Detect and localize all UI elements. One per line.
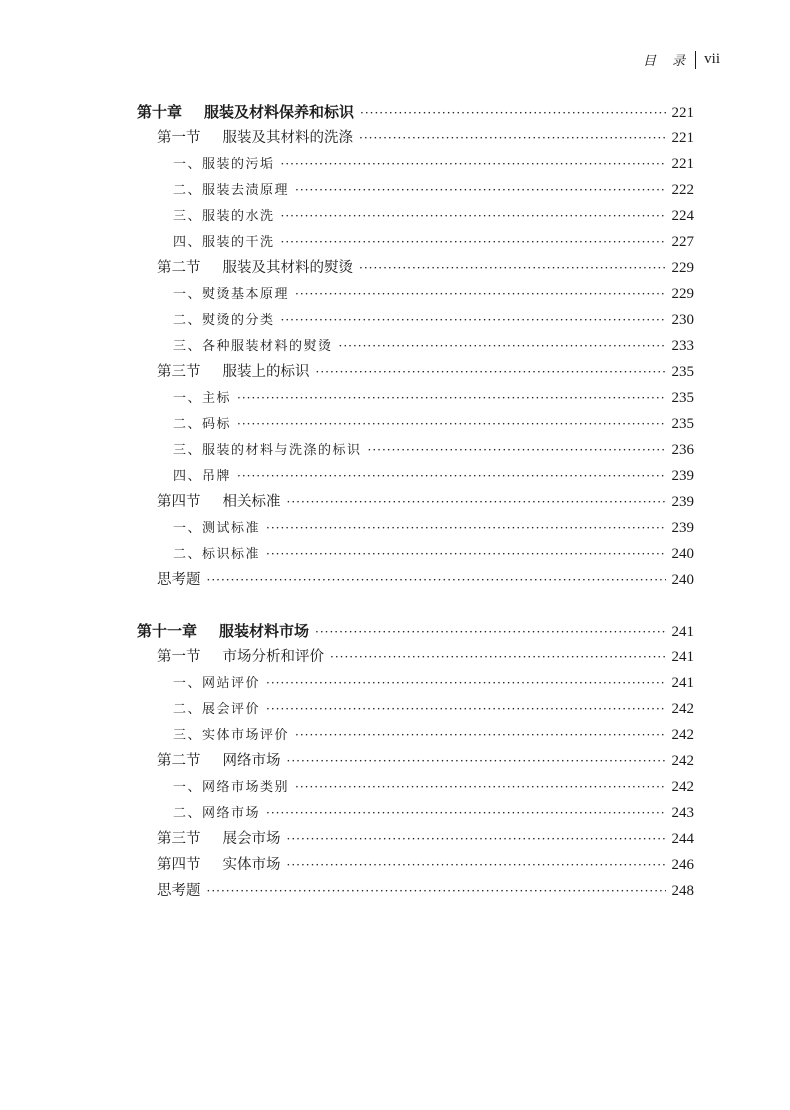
leader-dots	[237, 463, 665, 489]
header-divider	[695, 51, 696, 69]
toc-review-questions[interactable]	[137, 878, 694, 904]
toc-item-text: 一、网站评价	[173, 676, 261, 691]
toc-section-page-number: 246	[671, 857, 694, 873]
leader-dots	[316, 359, 666, 385]
leader-dots	[330, 644, 666, 670]
toc-section-text: 第一节	[157, 130, 201, 146]
toc-item[interactable]	[137, 800, 694, 826]
toc-item[interactable]	[137, 229, 694, 255]
toc-item-text: 一、网络市场类别	[173, 780, 290, 795]
toc-item-label	[137, 516, 260, 542]
leader-dots	[207, 567, 666, 593]
toc-section-text: 服装及其材料的洗涤	[222, 130, 353, 146]
chapter-block	[137, 618, 694, 904]
toc-item-text: 一、主标	[173, 391, 232, 406]
toc-section-label	[137, 359, 310, 385]
chapter-block	[137, 99, 694, 593]
toc-item[interactable]	[137, 437, 694, 463]
toc-item[interactable]	[137, 203, 694, 229]
toc-item-page-number: 242	[671, 701, 694, 717]
leader-dots	[281, 151, 666, 177]
toc-section[interactable]	[137, 489, 694, 515]
leader-dots	[360, 100, 665, 126]
toc-section-page-number: 221	[671, 130, 694, 146]
toc-chapter-label	[137, 618, 309, 644]
toc-item[interactable]	[137, 670, 694, 696]
leader-dots	[237, 411, 665, 437]
toc-item-page-number: 227	[671, 234, 694, 250]
toc-item-page-number: 230	[671, 312, 694, 328]
leader-dots	[266, 541, 665, 567]
toc-item[interactable]	[137, 151, 694, 177]
leader-dots	[281, 203, 666, 229]
leader-dots	[368, 437, 666, 463]
toc-item[interactable]	[137, 385, 694, 411]
toc-item[interactable]	[137, 463, 694, 489]
toc-item-page-number: 241	[671, 675, 694, 691]
toc-item[interactable]	[137, 177, 694, 203]
toc-section-text: 第四节	[157, 857, 201, 873]
leader-dots	[295, 722, 665, 748]
leader-dots	[266, 696, 665, 722]
toc-chapter[interactable]	[137, 618, 694, 644]
toc-review-questions-page-number: 248	[671, 883, 694, 899]
toc-item-text: 二、码标	[173, 417, 232, 432]
toc-review-questions-text: 思考题	[157, 572, 201, 588]
toc-item-label	[137, 308, 275, 334]
toc-item[interactable]	[137, 281, 694, 307]
toc-item-text: 三、实体市场评价	[173, 728, 290, 743]
toc-section-page-number: 244	[671, 831, 694, 847]
toc-section-text: 服装上的标识	[222, 364, 310, 380]
toc-section[interactable]	[137, 644, 694, 670]
toc-item-text: 一、测试标准	[173, 521, 261, 536]
toc-section-label	[137, 255, 353, 281]
leader-dots	[266, 670, 665, 696]
toc-section-text: 第二节	[157, 753, 201, 769]
toc-section-text: 第三节	[157, 831, 201, 847]
toc-item-label	[137, 697, 260, 723]
toc-item-text: 二、服装去渍原理	[173, 183, 290, 198]
toc-item-text: 三、各种服装材料的熨烫	[173, 339, 333, 354]
toc-item-page-number: 239	[671, 468, 694, 484]
toc-section-text: 第三节	[157, 364, 201, 380]
toc-item-label	[137, 178, 289, 204]
toc-section-page-number: 239	[671, 494, 694, 510]
toc-section[interactable]	[137, 852, 694, 878]
running-head	[643, 50, 720, 69]
toc-chapter-text: 服装材料市场	[219, 622, 310, 640]
toc-section-text: 第四节	[157, 494, 201, 510]
toc-item-page-number: 224	[671, 208, 694, 224]
toc-item[interactable]	[137, 696, 694, 722]
toc-item[interactable]	[137, 722, 694, 748]
toc-item-text: 三、服装的水洗	[173, 209, 275, 224]
toc-review-questions-text: 思考题	[157, 883, 201, 899]
toc-item-label	[137, 412, 231, 438]
toc-section-page-number: 235	[671, 364, 694, 380]
toc-section-label	[137, 644, 324, 670]
toc-item-page-number: 233	[671, 338, 694, 354]
leader-dots	[287, 826, 666, 852]
toc-item-page-number: 229	[671, 286, 694, 302]
table-of-contents	[137, 99, 694, 929]
toc-item-text: 一、熨烫基本原理	[173, 287, 290, 302]
toc-chapter-label	[137, 99, 354, 125]
toc-item-label	[137, 801, 260, 827]
toc-section-label	[137, 826, 281, 852]
toc-item-label	[137, 204, 275, 230]
header-title: 目 录	[643, 54, 692, 69]
leader-dots	[359, 255, 666, 281]
toc-chapter-text: 服装及材料保养和标识	[204, 103, 355, 121]
leader-dots	[295, 177, 665, 203]
toc-section-text: 服装及其材料的熨烫	[222, 260, 353, 276]
leader-dots	[237, 385, 665, 411]
toc-section-page-number: 229	[671, 260, 694, 276]
toc-section-text: 市场分析和评价	[222, 649, 324, 665]
toc-item-page-number: 221	[671, 156, 694, 172]
toc-item-text: 三、服装的材料与洗涤的标识	[173, 443, 362, 458]
leader-dots	[315, 619, 665, 645]
toc-item-page-number: 242	[671, 727, 694, 743]
toc-item-page-number: 235	[671, 416, 694, 432]
toc-item-text: 二、网络市场	[173, 806, 261, 821]
toc-item-text: 一、服装的污垢	[173, 157, 275, 172]
leader-dots	[266, 515, 665, 541]
toc-item-label	[137, 438, 362, 464]
toc-item-text: 二、展会评价	[173, 702, 261, 717]
leader-dots	[339, 333, 666, 359]
toc-section-text: 第二节	[157, 260, 201, 276]
toc-item-text: 二、熨烫的分类	[173, 313, 275, 328]
leader-dots	[281, 307, 666, 333]
toc-chapter[interactable]	[137, 99, 694, 125]
header-page-number: vii	[704, 51, 720, 67]
toc-item[interactable]	[137, 411, 694, 437]
toc-item[interactable]	[137, 774, 694, 800]
leader-dots	[281, 229, 666, 255]
toc-item-text: 二、标识标准	[173, 547, 261, 562]
toc-item-label	[137, 723, 289, 749]
toc-review-questions-label	[137, 878, 201, 904]
toc-item-text: 四、服装的干洗	[173, 235, 275, 250]
toc-section-page-number: 241	[671, 649, 694, 665]
toc-section-text: 展会市场	[222, 831, 281, 847]
toc-item[interactable]	[137, 307, 694, 333]
toc-section-text: 网络市场	[222, 753, 281, 769]
toc-section-label	[137, 852, 281, 878]
leader-dots	[287, 489, 666, 515]
toc-section-label	[137, 125, 353, 151]
toc-item-label	[137, 464, 231, 490]
toc-chapter-page-number: 241	[671, 624, 694, 640]
toc-item-page-number: 242	[671, 779, 694, 795]
toc-review-questions-label	[137, 567, 201, 593]
toc-chapter-text: 第十一章	[137, 622, 198, 640]
toc-item-page-number: 239	[671, 520, 694, 536]
toc-item-label	[137, 386, 231, 412]
toc-item-page-number: 240	[671, 546, 694, 562]
toc-section-page-number: 242	[671, 753, 694, 769]
toc-section-text: 第一节	[157, 649, 201, 665]
leader-dots	[287, 748, 666, 774]
toc-item-label	[137, 775, 289, 801]
toc-item-page-number: 236	[671, 442, 694, 458]
leader-dots	[287, 852, 666, 878]
toc-item-page-number: 243	[671, 805, 694, 821]
leader-dots	[295, 774, 665, 800]
toc-section[interactable]	[137, 125, 694, 151]
toc-section[interactable]	[137, 826, 694, 852]
toc-section-text: 相关标准	[222, 494, 281, 510]
toc-item-page-number: 235	[671, 390, 694, 406]
toc-chapter-text: 第十章	[137, 103, 183, 121]
toc-section-label	[137, 748, 281, 774]
leader-dots	[295, 281, 665, 307]
toc-item[interactable]	[137, 515, 694, 541]
toc-section-label	[137, 489, 281, 515]
toc-section[interactable]	[137, 748, 694, 774]
toc-review-questions[interactable]	[137, 567, 694, 593]
toc-section[interactable]	[137, 255, 694, 281]
toc-item-label	[137, 671, 260, 697]
leader-dots	[359, 125, 666, 151]
toc-item-label	[137, 282, 289, 308]
leader-dots	[266, 800, 665, 826]
toc-section[interactable]	[137, 359, 694, 385]
toc-item-label	[137, 542, 260, 568]
toc-review-questions-page-number: 240	[671, 572, 694, 588]
toc-item-label	[137, 152, 275, 178]
toc-item[interactable]	[137, 541, 694, 567]
toc-chapter-page-number: 221	[671, 105, 694, 121]
toc-item-text: 四、吊牌	[173, 469, 232, 484]
toc-item[interactable]	[137, 333, 694, 359]
leader-dots	[207, 878, 666, 904]
toc-item-label	[137, 230, 275, 256]
toc-item-page-number: 222	[671, 182, 694, 198]
toc-item-label	[137, 334, 333, 360]
toc-section-text: 实体市场	[222, 857, 281, 873]
